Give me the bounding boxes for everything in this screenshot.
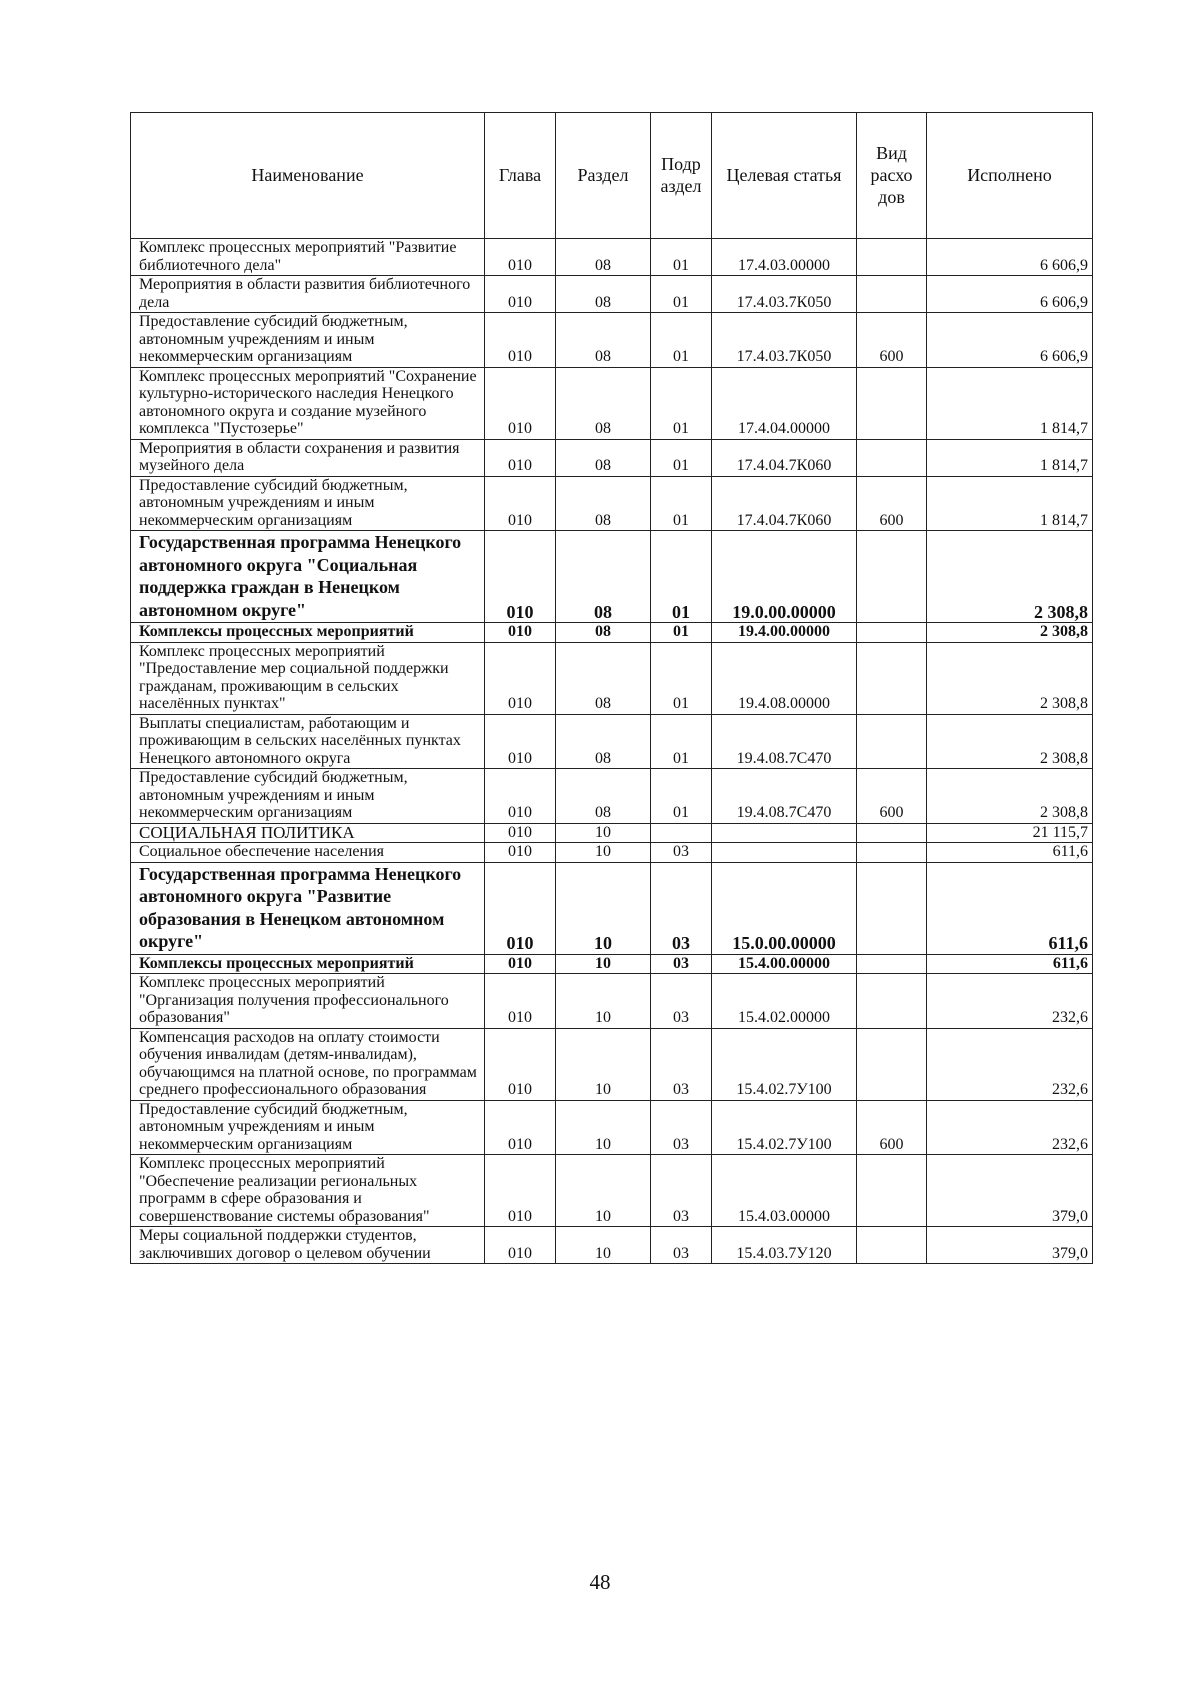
row-statya-cell: 19.4.08.7С470 xyxy=(712,714,857,769)
table-row xyxy=(131,714,1093,769)
row-podrazdel-cell: 03 xyxy=(651,862,712,954)
header-vid: Вид расхо дов xyxy=(857,113,927,239)
row-glava-cell: 010 xyxy=(485,862,556,954)
row-statya-cell: 15.4.03.00000 xyxy=(712,1155,857,1227)
row-podrazdel-cell: 03 xyxy=(651,1100,712,1155)
row-podrazdel-cell: 01 xyxy=(651,623,712,643)
row-name-cell: Меры социальной поддержки студентов, заключивших договор о целевом обучении xyxy=(131,1227,485,1264)
row-podrazdel-cell: 01 xyxy=(651,769,712,824)
row-statya-cell: 15.4.00.00000 xyxy=(712,954,857,974)
row-razdel-cell: 08 xyxy=(556,769,651,824)
row-name-cell: СОЦИАЛЬНАЯ ПОЛИТИКА xyxy=(131,823,485,843)
row-razdel-cell: 10 xyxy=(556,974,651,1029)
row-glava-cell: 010 xyxy=(485,239,556,276)
row-ispolneno-cell: 611,6 xyxy=(927,862,1093,954)
header-name: Наименование xyxy=(131,113,485,239)
row-statya-cell: 19.4.08.7С470 xyxy=(712,769,857,824)
row-razdel-cell: 08 xyxy=(556,276,651,313)
row-statya-cell: 19.4.00.00000 xyxy=(712,623,857,643)
row-statya-cell: 15.4.02.7У100 xyxy=(712,1028,857,1100)
row-glava-cell: 010 xyxy=(485,954,556,974)
table-row xyxy=(131,843,1093,863)
table-row xyxy=(131,954,1093,974)
header-ispolneno: Исполнено xyxy=(927,113,1093,239)
header-razdel: Раздел xyxy=(556,113,651,239)
row-statya-cell: 17.4.04.7К060 xyxy=(712,476,857,531)
row-glava-cell: 010 xyxy=(485,1028,556,1100)
table-row xyxy=(131,1227,1093,1264)
row-name-cell: Комплекс процессных мероприятий "Организация получения профессионального образования" xyxy=(131,974,485,1029)
row-razdel-cell: 10 xyxy=(556,1155,651,1227)
row-razdel-cell: 10 xyxy=(556,1100,651,1155)
row-statya-cell: 17.4.03.00000 xyxy=(712,239,857,276)
row-razdel-cell: 08 xyxy=(556,313,651,368)
row-podrazdel-cell: 01 xyxy=(651,714,712,769)
row-name-cell: Предоставление субсидий бюджетным, автономным учреждениям и иным некоммерческим организациям xyxy=(131,313,485,368)
row-podrazdel-cell: 01 xyxy=(651,439,712,476)
row-statya-cell: 17.4.03.7К050 xyxy=(712,276,857,313)
row-ispolneno-cell: 2 308,8 xyxy=(927,714,1093,769)
row-ispolneno-cell: 232,6 xyxy=(927,1028,1093,1100)
row-glava-cell: 010 xyxy=(485,642,556,714)
row-podrazdel-cell: 03 xyxy=(651,954,712,974)
row-statya-cell: 15.4.02.7У100 xyxy=(712,1100,857,1155)
row-name-cell: Комплексы процессных мероприятий xyxy=(131,623,485,643)
page-number: 48 xyxy=(589,1570,611,1594)
row-name-cell: Мероприятия в области сохранения и развития музейного дела xyxy=(131,439,485,476)
row-statya-cell: 19.4.08.00000 xyxy=(712,642,857,714)
row-vid-cell: 600 xyxy=(857,769,927,824)
row-name-cell: Предоставление субсидий бюджетным, автономным учреждениям и иным некоммерческим организациям xyxy=(131,476,485,531)
row-ispolneno-cell: 379,0 xyxy=(927,1155,1093,1227)
row-ispolneno-cell: 232,6 xyxy=(927,974,1093,1029)
row-vid-cell xyxy=(857,862,927,954)
row-podrazdel-cell xyxy=(651,823,712,843)
row-razdel-cell: 10 xyxy=(556,1227,651,1264)
row-name-cell: Комплекс процессных мероприятий "Обеспечение реализации региональных программ в сфере образования и совершенствование системы образования" xyxy=(131,1155,485,1227)
row-vid-cell xyxy=(857,239,927,276)
table-row xyxy=(131,862,1093,954)
table-row xyxy=(131,642,1093,714)
row-statya-cell xyxy=(712,823,857,843)
row-vid-cell xyxy=(857,843,927,863)
row-podrazdel-cell: 03 xyxy=(651,1155,712,1227)
row-ispolneno-cell: 2 308,8 xyxy=(927,642,1093,714)
row-razdel-cell: 10 xyxy=(556,1028,651,1100)
table-row xyxy=(131,769,1093,824)
row-ispolneno-cell: 2 308,8 xyxy=(927,769,1093,824)
row-razdel-cell: 10 xyxy=(556,843,651,863)
row-ispolneno-cell: 6 606,9 xyxy=(927,313,1093,368)
row-statya-cell xyxy=(712,843,857,863)
table-row xyxy=(131,531,1093,623)
row-name-cell: Социальное обеспечение населения xyxy=(131,843,485,863)
row-ispolneno-cell: 611,6 xyxy=(927,954,1093,974)
row-glava-cell: 010 xyxy=(485,439,556,476)
row-razdel-cell: 08 xyxy=(556,531,651,623)
row-glava-cell: 010 xyxy=(485,313,556,368)
row-vid-cell xyxy=(857,974,927,1029)
row-vid-cell xyxy=(857,531,927,623)
row-glava-cell: 010 xyxy=(485,276,556,313)
row-ispolneno-cell: 611,6 xyxy=(927,843,1093,863)
row-ispolneno-cell: 379,0 xyxy=(927,1227,1093,1264)
row-podrazdel-cell: 01 xyxy=(651,531,712,623)
row-ispolneno-cell: 21 115,7 xyxy=(927,823,1093,843)
row-razdel-cell: 08 xyxy=(556,642,651,714)
row-name-cell: Комплекс процессных мероприятий "Предоставление мер социальной поддержки гражданам, проживающим в сельских населённых пунктах" xyxy=(131,642,485,714)
row-razdel-cell: 10 xyxy=(556,823,651,843)
row-statya-cell: 17.4.03.7К050 xyxy=(712,313,857,368)
row-glava-cell: 010 xyxy=(485,476,556,531)
row-podrazdel-cell: 01 xyxy=(651,276,712,313)
row-razdel-cell: 10 xyxy=(556,862,651,954)
table-row xyxy=(131,439,1093,476)
header-statya: Целевая статья xyxy=(712,113,857,239)
row-podrazdel-cell: 03 xyxy=(651,1227,712,1264)
row-podrazdel-cell: 01 xyxy=(651,367,712,439)
row-podrazdel-cell: 03 xyxy=(651,1028,712,1100)
row-name-cell: Мероприятия в области развития библиотечного дела xyxy=(131,276,485,313)
row-vid-cell xyxy=(857,823,927,843)
table-row xyxy=(131,974,1093,1029)
row-vid-cell xyxy=(857,1227,927,1264)
row-ispolneno-cell: 232,6 xyxy=(927,1100,1093,1155)
row-razdel-cell: 08 xyxy=(556,439,651,476)
row-razdel-cell: 08 xyxy=(556,623,651,643)
row-name-cell: Предоставление субсидий бюджетным, автономным учреждениям и иным некоммерческим организациям xyxy=(131,769,485,824)
row-name-cell: Выплаты специалистам, работающим и проживающим в сельских населённых пунктах Ненецкого автономного округа xyxy=(131,714,485,769)
row-ispolneno-cell: 6 606,9 xyxy=(927,239,1093,276)
row-vid-cell xyxy=(857,954,927,974)
table-row xyxy=(131,367,1093,439)
table-body xyxy=(131,239,1093,1264)
table-row xyxy=(131,276,1093,313)
budget-table xyxy=(130,112,1093,1264)
row-podrazdel-cell: 01 xyxy=(651,239,712,276)
row-ispolneno-cell: 1 814,7 xyxy=(927,439,1093,476)
row-podrazdel-cell: 01 xyxy=(651,313,712,368)
table-header-row xyxy=(131,113,1093,239)
row-vid-cell xyxy=(857,1028,927,1100)
row-name-cell: Комплекс процессных мероприятий "Сохранение культурно-исторического наследия Ненецкого автономного округа и создание музейного комплекса "Пустозерье" xyxy=(131,367,485,439)
row-name-cell: Комплексы процессных мероприятий xyxy=(131,954,485,974)
table-row xyxy=(131,313,1093,368)
row-razdel-cell: 08 xyxy=(556,714,651,769)
row-ispolneno-cell: 1 814,7 xyxy=(927,367,1093,439)
row-statya-cell: 17.4.04.7К060 xyxy=(712,439,857,476)
row-podrazdel-cell: 03 xyxy=(651,843,712,863)
table-row xyxy=(131,239,1093,276)
row-podrazdel-cell: 03 xyxy=(651,974,712,1029)
row-name-cell: Государственная программа Ненецкого автономного округа "Социальная поддержка граждан в Ненецком автономном округе" xyxy=(131,531,485,623)
row-glava-cell: 010 xyxy=(485,823,556,843)
row-podrazdel-cell: 01 xyxy=(651,642,712,714)
row-glava-cell: 010 xyxy=(485,769,556,824)
row-podrazdel-cell: 01 xyxy=(651,476,712,531)
row-razdel-cell: 10 xyxy=(556,954,651,974)
table-row xyxy=(131,1028,1093,1100)
row-glava-cell: 010 xyxy=(485,974,556,1029)
table-row xyxy=(131,823,1093,843)
row-vid-cell: 600 xyxy=(857,313,927,368)
table-row xyxy=(131,476,1093,531)
row-glava-cell: 010 xyxy=(485,367,556,439)
row-glava-cell: 010 xyxy=(485,714,556,769)
row-name-cell: Государственная программа Ненецкого автономного округа "Развитие образования в Ненецком автономном округе" xyxy=(131,862,485,954)
row-name-cell: Комплекс процессных мероприятий "Развитие библиотечного дела" xyxy=(131,239,485,276)
row-statya-cell: 15.0.00.00000 xyxy=(712,862,857,954)
row-vid-cell xyxy=(857,623,927,643)
row-vid-cell xyxy=(857,1155,927,1227)
table-row xyxy=(131,1100,1093,1155)
row-glava-cell: 010 xyxy=(485,623,556,643)
row-ispolneno-cell: 1 814,7 xyxy=(927,476,1093,531)
row-vid-cell xyxy=(857,714,927,769)
row-statya-cell: 15.4.03.7У120 xyxy=(712,1227,857,1264)
row-razdel-cell: 08 xyxy=(556,476,651,531)
row-vid-cell xyxy=(857,642,927,714)
row-vid-cell xyxy=(857,439,927,476)
table-row xyxy=(131,623,1093,643)
row-ispolneno-cell: 2 308,8 xyxy=(927,623,1093,643)
row-glava-cell: 010 xyxy=(485,1227,556,1264)
document-page xyxy=(130,112,1092,1264)
header-podrazdel: Подр аздел xyxy=(651,113,712,239)
row-glava-cell: 010 xyxy=(485,1100,556,1155)
row-glava-cell: 010 xyxy=(485,531,556,623)
row-glava-cell: 010 xyxy=(485,843,556,863)
row-razdel-cell: 08 xyxy=(556,367,651,439)
row-name-cell: Предоставление субсидий бюджетным, автономным учреждениям и иным некоммерческим организациям xyxy=(131,1100,485,1155)
row-name-cell: Компенсация расходов на оплату стоимости обучения инвалидам (детям-инвалидам), обучающимся на платной основе, по программам среднего профессионального образования xyxy=(131,1028,485,1100)
table-row xyxy=(131,1155,1093,1227)
header-glava: Глава xyxy=(485,113,556,239)
row-vid-cell xyxy=(857,367,927,439)
row-glava-cell: 010 xyxy=(485,1155,556,1227)
row-razdel-cell: 08 xyxy=(556,239,651,276)
row-ispolneno-cell: 2 308,8 xyxy=(927,531,1093,623)
row-statya-cell: 19.0.00.00000 xyxy=(712,531,857,623)
row-statya-cell: 17.4.04.00000 xyxy=(712,367,857,439)
row-statya-cell: 15.4.02.00000 xyxy=(712,974,857,1029)
row-vid-cell: 600 xyxy=(857,476,927,531)
row-vid-cell: 600 xyxy=(857,1100,927,1155)
row-vid-cell xyxy=(857,276,927,313)
row-ispolneno-cell: 6 606,9 xyxy=(927,276,1093,313)
